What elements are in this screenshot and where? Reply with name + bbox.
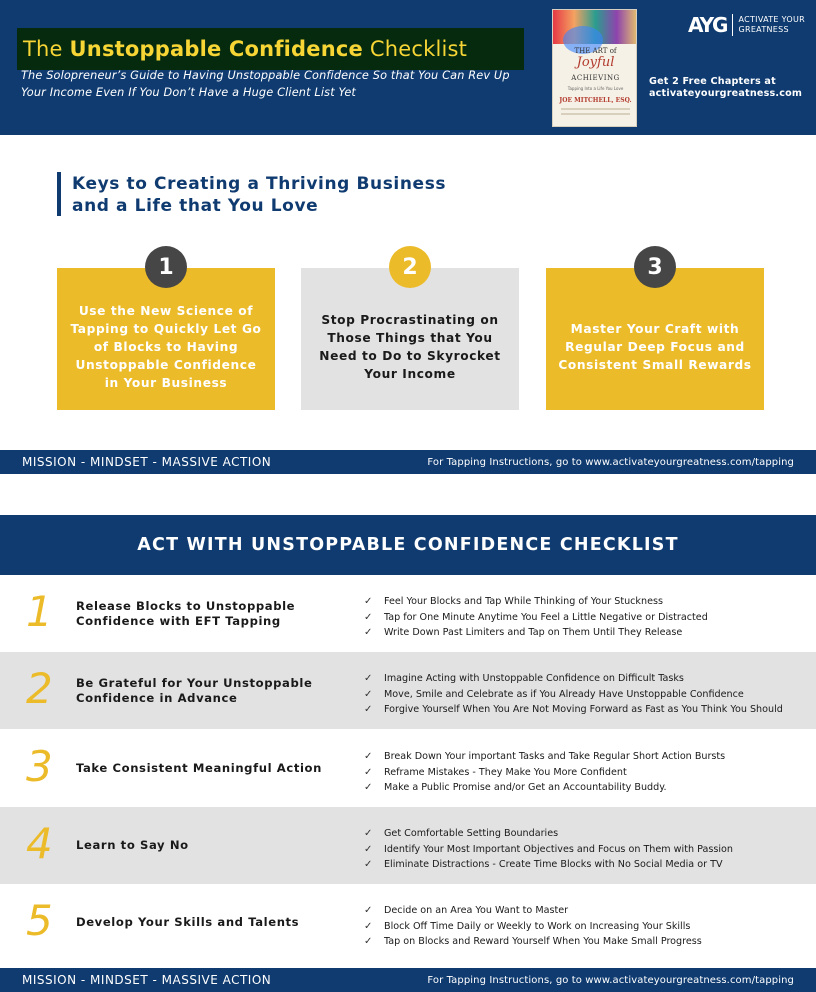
check-icon: ✓ <box>364 688 373 700</box>
check-icon: ✓ <box>364 611 373 623</box>
mission-text: MISSION - MINDSET - MASSIVE ACTION <box>22 455 272 469</box>
row-label: Take Consistent Meaningful Action <box>76 761 322 775</box>
row-label: Release Blocks to Unstoppable Confidence with EFT Tapping <box>76 598 296 628</box>
check-icon: ✓ <box>364 920 373 932</box>
checklist-item <box>364 610 708 626</box>
checklist-item <box>364 702 783 718</box>
ayg-logo-mark: AYG <box>688 13 727 37</box>
checklist-item <box>364 919 702 935</box>
checklist-item <box>364 625 708 641</box>
row-checklist-items <box>364 594 708 641</box>
checklist-item <box>364 842 733 858</box>
book-author: JOE MITCHELL, ESQ. <box>559 97 632 104</box>
page-subtitle: The Solopreneur’s Guide to Having Unstoppable Confidence So that You Can Rev Up Your Income Even If You Don’t Have a Huge Client List Yet <box>21 69 510 99</box>
row-number: 3 <box>26 742 53 791</box>
free-chapters-line1: Get 2 Free Chapters at <box>649 76 776 87</box>
key-card-3 <box>546 268 764 410</box>
book-blurb-line <box>561 113 630 115</box>
check-icon: ✓ <box>364 828 373 839</box>
checklist-item <box>364 687 783 703</box>
book-tagline: Tapping Into a Life You Love <box>567 86 624 91</box>
logo-text-line2: GREATNESS <box>738 25 789 34</box>
checklist-row-2 <box>0 652 816 729</box>
check-icon: ✓ <box>364 596 373 607</box>
page-title <box>17 28 524 70</box>
checklist-item <box>364 857 733 873</box>
book-title-line1: THE ART of <box>574 47 617 55</box>
row-label: Be Grateful for Your Unstoppable Confidence in Advance <box>76 675 313 705</box>
checklist-item-text: Write Down Past Limiters and Tap on Them Until They Release <box>384 627 683 638</box>
row-label: Develop Your Skills and Talents <box>76 915 300 929</box>
check-icon: ✓ <box>364 782 373 793</box>
key-card-text: Use the New Science of Tapping to Quickly Let Go of Blocks to Having Unstoppable Confidence in Your Business <box>70 304 262 390</box>
logo-text-line1: ACTIVATE YOUR <box>738 15 805 24</box>
checklist-item-text: Tap on Blocks and Reward Yourself When You Make Small Progress <box>384 936 702 947</box>
check-icon: ✓ <box>364 627 373 638</box>
checklist-item-text: Make a Public Promise and/or Get an Accountability Buddy. <box>384 782 667 793</box>
title-pre: The <box>23 37 70 61</box>
book-title-line3: ACHIEVING <box>571 74 620 82</box>
checklist-row-3 <box>0 730 816 807</box>
row-number: 1 <box>26 587 53 636</box>
row-number: 4 <box>26 819 53 868</box>
logo-divider <box>732 14 733 36</box>
key-card-1 <box>57 268 275 410</box>
checklist-item-text: Eliminate Distractions - Create Time Blocks with No Social Media or TV <box>384 859 723 870</box>
check-icon: ✓ <box>364 843 373 855</box>
checklist-title: ACT WITH UNSTOPPABLE CONFIDENCE CHECKLIST <box>137 535 679 555</box>
checklist-row-1 <box>0 575 816 652</box>
checklist-item-text: Decide on an Area You Want to Master <box>384 905 569 916</box>
row-label: Learn to Say No <box>76 838 189 852</box>
checklist-item-text: Tap for One Minute Anytime You Feel a Little Negative or Distracted <box>384 611 708 623</box>
checklist-item-text: Get Comfortable Setting Boundaries <box>384 828 559 839</box>
checklist-item-text: Break Down Your important Tasks and Take Regular Short Action Bursts <box>384 751 726 762</box>
title-bold: Unstoppable Confidence <box>69 37 363 61</box>
key-number-badge-1: 1 <box>145 246 187 288</box>
key-card-text: Stop Procrastinating on Those Things that You Need to Do to Skyrocket Your Income <box>319 313 501 381</box>
mission-text: MISSION - MINDSET - MASSIVE ACTION <box>22 973 272 987</box>
check-icon: ✓ <box>364 704 373 715</box>
row-number: 5 <box>26 896 53 945</box>
checklist-item <box>364 671 783 687</box>
tapping-instructions-link[interactable]: For Tapping Instructions, go to www.activateyourgreatness.com/tapping <box>427 974 794 986</box>
row-checklist-items <box>364 671 783 718</box>
checklist-item-text: Move, Smile and Celebrate as if You Already Have Unstoppable Confidence <box>384 688 744 700</box>
check-icon: ✓ <box>364 751 373 762</box>
checklist-item <box>364 826 733 842</box>
key-number-badge-3: 3 <box>634 246 676 288</box>
tapping-instructions-link[interactable]: For Tapping Instructions, go to www.activateyourgreatness.com/tapping <box>427 456 794 468</box>
checklist-item <box>364 934 702 950</box>
key-card-2 <box>301 268 519 410</box>
row-checklist-items <box>364 903 702 950</box>
check-icon: ✓ <box>364 936 373 947</box>
checklist-item-text: Forgive Yourself When You Are Not Moving Forward as Fast as You Think You Should <box>384 704 783 715</box>
checklist-item-text: Imagine Acting with Unstoppable Confidence on Difficult Tasks <box>384 673 684 684</box>
keys-heading-line2: and a Life that You Love <box>72 196 319 216</box>
title-post: Checklist <box>362 37 468 61</box>
checklist-row-5 <box>0 884 816 961</box>
row-checklist-items <box>364 826 733 873</box>
keys-heading <box>72 173 522 217</box>
checklist-item <box>364 780 725 796</box>
key-card-text: Master Your Craft with Regular Deep Focus and Consistent Small Rewards <box>558 322 752 372</box>
ayg-logo[interactable] <box>688 13 805 37</box>
checklist-item <box>364 749 725 765</box>
mission-footer-bar <box>0 450 816 474</box>
checklist-item-text: Identify Your Most Important Objectives and Focus on Them with Passion <box>384 843 733 855</box>
book-title-line2: Joyful <box>576 55 615 70</box>
checklist-item <box>364 594 708 610</box>
book-blurb-line <box>561 108 630 110</box>
header-banner <box>0 0 816 135</box>
free-chapters-url[interactable]: activateyourgreatness.com <box>649 88 803 99</box>
book-cover-image[interactable] <box>552 9 637 127</box>
key-number-badge-2: 2 <box>389 246 431 288</box>
keys-accent-bar <box>57 172 61 216</box>
keys-heading-line1: Keys to Creating a Thriving Business <box>72 174 447 194</box>
row-number: 2 <box>26 664 53 713</box>
row-checklist-items <box>364 749 725 796</box>
check-icon: ✓ <box>364 673 373 684</box>
checklist-item-text: Feel Your Blocks and Tap While Thinking of Your Stuckness <box>384 596 663 607</box>
checklist-item-text: Block Off Time Daily or Weekly to Work on Increasing Your Skills <box>384 920 691 932</box>
checklist-header <box>0 515 816 575</box>
checklist-item-text: Reframe Mistakes - They Make You More Confident <box>384 766 627 778</box>
mission-footer-bar-bottom <box>0 968 816 992</box>
check-icon: ✓ <box>364 859 373 870</box>
check-icon: ✓ <box>364 905 373 916</box>
checklist-item <box>364 765 725 781</box>
check-icon: ✓ <box>364 766 373 778</box>
checklist-row-4 <box>0 807 816 884</box>
checklist-item <box>364 903 702 919</box>
free-chapters-link[interactable] <box>649 76 802 100</box>
